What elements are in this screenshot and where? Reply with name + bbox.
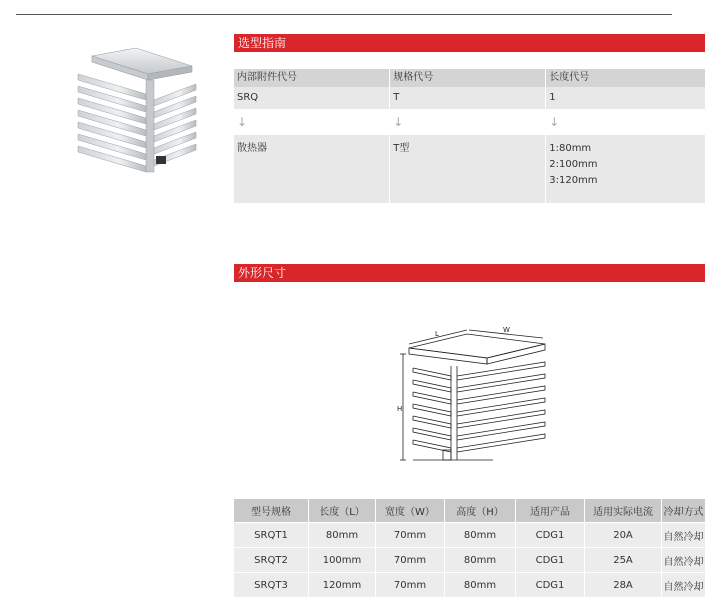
table-row (234, 523, 705, 548)
accessory-code-value: SRQ (234, 87, 390, 109)
spec-header-row (234, 499, 705, 523)
arrow-down-icon: ↓ (546, 109, 705, 135)
current-cell: 28A (585, 573, 662, 598)
length-option: 2:100mm (549, 159, 598, 170)
current-cell: 20A (585, 523, 662, 548)
length-cell: 80mm (309, 523, 376, 548)
arrow-down-icon: ↓ (390, 109, 546, 135)
table-row (234, 548, 705, 573)
header-product: 适用产品 (516, 499, 585, 523)
arrow-down-icon: ↓ (234, 109, 390, 135)
product-cell: CDG1 (516, 523, 585, 548)
height-cell: 80mm (445, 548, 516, 573)
header-height: 高度（H） (445, 499, 516, 523)
header-length-code: 长度代号 (546, 69, 705, 87)
table-row (234, 573, 705, 598)
header-model: 型号规格 (234, 499, 309, 523)
header-accessory-code: 内部附件代号 (234, 69, 390, 87)
accessory-description: 散热器 (234, 135, 390, 203)
width-cell: 70mm (376, 523, 445, 548)
model-cell: SRQT1 (234, 523, 309, 548)
spec-table (234, 499, 705, 598)
length-code-value: 1 (546, 87, 705, 109)
product-cell: CDG1 (516, 573, 585, 598)
header-spec-code: 规格代号 (390, 69, 546, 87)
selection-table (234, 69, 705, 203)
dimension-diagram (397, 318, 555, 468)
width-cell: 70mm (376, 548, 445, 573)
header-length: 长度（L） (309, 499, 376, 523)
width-dimension-label: W (503, 326, 510, 334)
model-cell: SRQT3 (234, 573, 309, 598)
height-cell: 80mm (445, 523, 516, 548)
top-divider (16, 14, 672, 15)
header-current: 适用实际电流 (585, 499, 662, 523)
spec-description: T型 (390, 135, 546, 203)
current-cell: 25A (585, 548, 662, 573)
header-width: 宽度（W） (376, 499, 445, 523)
header-cooling: 冷却方式 (662, 499, 706, 523)
selection-guide-title: 选型指南 (234, 34, 705, 52)
cooling-cell: 自然冷却 (662, 523, 706, 548)
length-cell: 120mm (309, 573, 376, 598)
cooling-cell: 自然冷却 (662, 573, 706, 598)
length-dimension-label: L (435, 330, 439, 338)
product-cell: CDG1 (516, 548, 585, 573)
cooling-cell: 自然冷却 (662, 548, 706, 573)
heatsink-photo (64, 44, 204, 184)
height-cell: 80mm (445, 573, 516, 598)
length-option: 1:80mm (549, 143, 592, 154)
width-cell: 70mm (376, 573, 445, 598)
dimensions-title: 外形尺寸 (234, 264, 705, 282)
length-cell: 100mm (309, 548, 376, 573)
length-options (546, 135, 705, 203)
height-dimension-label: H (397, 405, 403, 413)
spec-code-value: T (390, 87, 546, 109)
model-cell: SRQT2 (234, 548, 309, 573)
length-option: 3:120mm (549, 175, 598, 186)
